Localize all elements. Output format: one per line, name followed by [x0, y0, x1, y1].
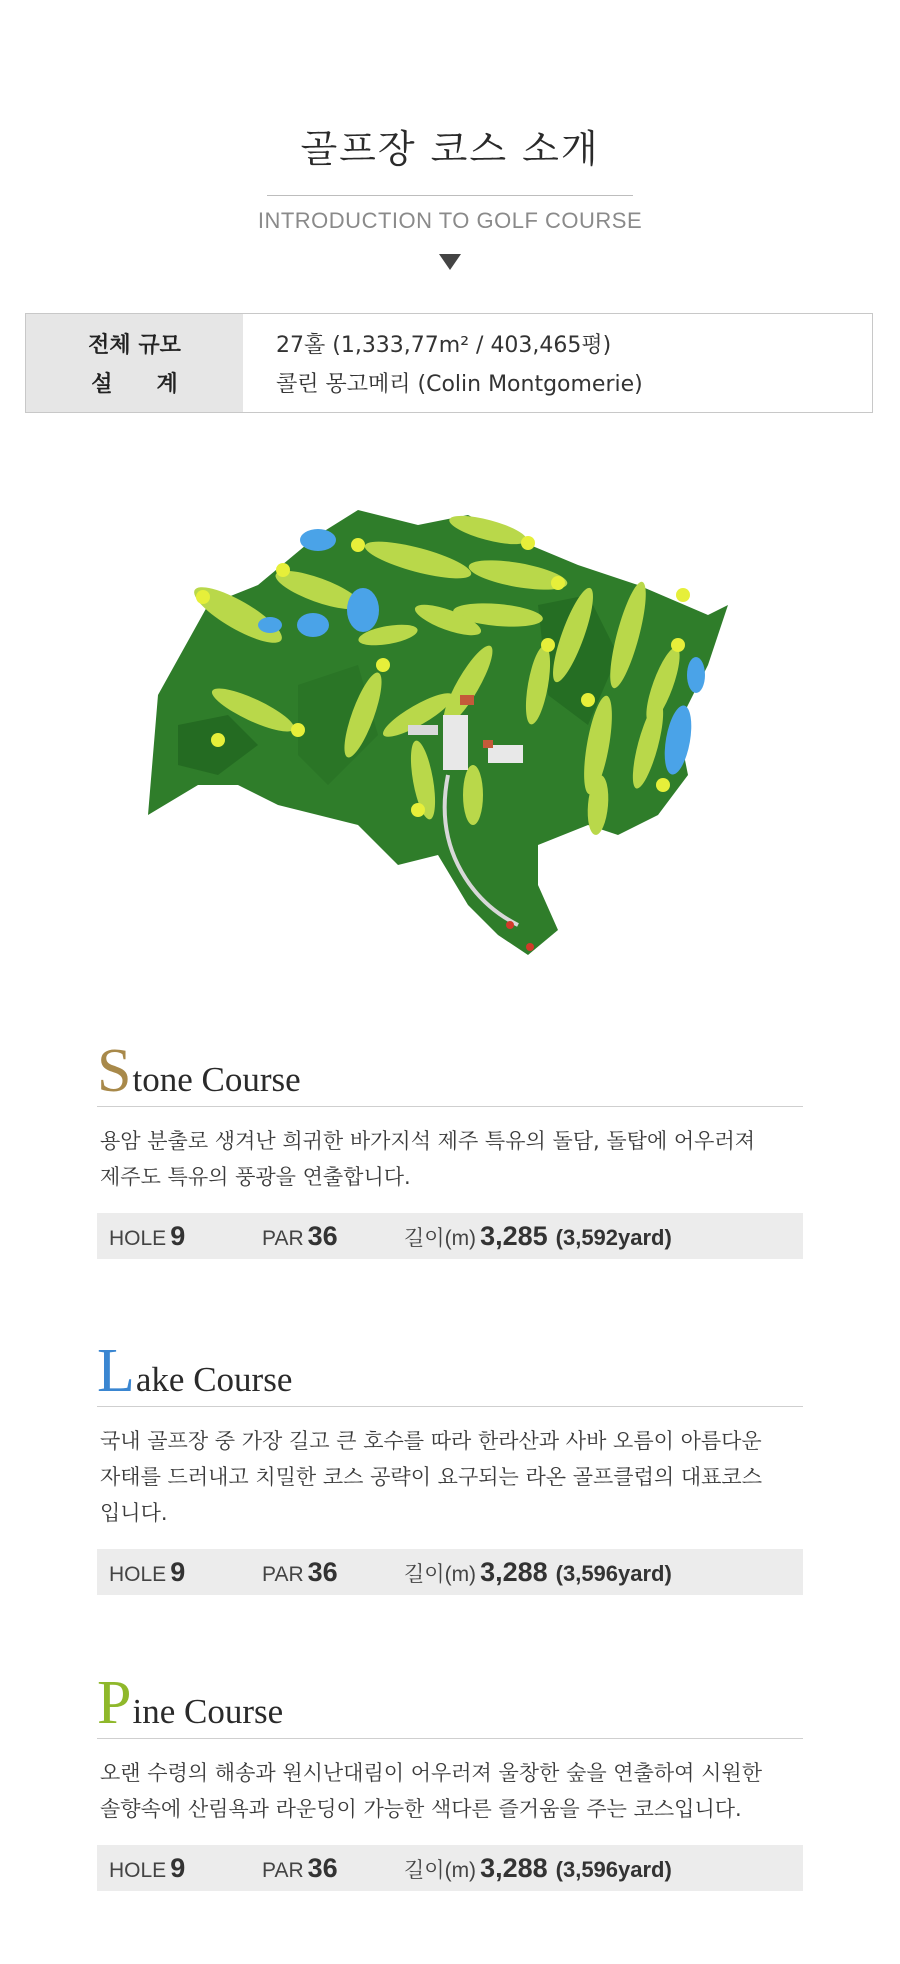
course-map-green	[211, 733, 225, 747]
stat-yard-value: (3,592yard)	[555, 1224, 672, 1250]
course-description-line: 국내 골프장 중 가장 길고 큰 호수를 따라 한라산과 사바 오름이 아름다운	[100, 1429, 762, 1453]
course-divider	[97, 1406, 803, 1407]
course-initial: L	[97, 1337, 135, 1405]
stat-par	[262, 1557, 404, 1588]
course-section-lake	[97, 1337, 803, 1595]
stat-length	[404, 1853, 672, 1884]
stat-length-value: 3,288	[480, 1556, 548, 1587]
course-map-green	[671, 638, 685, 652]
stat-par	[262, 1853, 404, 1884]
stat-par	[262, 1221, 404, 1252]
stat-length-value: 3,288	[480, 1852, 548, 1883]
course-description-line: 용암 분출로 생겨난 희귀한 바가지석 제주 특유의 돌담, 돌탑에 어우러져	[100, 1129, 756, 1153]
course-map-fairway	[463, 765, 483, 825]
stat-par-value: 36	[307, 1556, 338, 1587]
page-header	[0, 118, 900, 270]
course-stats	[97, 1549, 803, 1595]
stat-hole-value: 9	[170, 1220, 186, 1251]
course-map-water	[258, 617, 282, 633]
course-map-clubhouse	[488, 745, 523, 763]
course-description-line: 오랜 수령의 해송과 원시난대림이 어우러져 울창한 숲을 연출하여 시원한	[100, 1761, 762, 1785]
course-section-stone	[97, 1037, 803, 1259]
stat-hole	[109, 1557, 262, 1588]
stat-length-label: 길이(m)	[404, 1226, 477, 1250]
course-description	[97, 1423, 803, 1531]
course-map-water	[347, 588, 379, 632]
course-map-clubhouse	[408, 725, 438, 735]
stat-length-label: 길이(m)	[404, 1858, 477, 1882]
stat-hole	[109, 1221, 262, 1252]
course-map-green	[656, 778, 670, 792]
triangle-down-icon	[439, 254, 461, 270]
course-description-line: 솔향속에 산림욕과 라운딩이 가능한 색다른 즐거움을 주는 코스입니다.	[100, 1797, 742, 1821]
stat-hole-label: HOLE	[109, 1562, 167, 1586]
course-map-green	[351, 538, 365, 552]
course-stats	[97, 1213, 803, 1259]
course-map-clubhouse	[443, 715, 468, 770]
course-map-green	[581, 693, 595, 707]
course-map-green	[521, 536, 535, 550]
course-stats	[97, 1845, 803, 1891]
info-values	[243, 314, 872, 412]
course-map-green	[291, 723, 305, 737]
course-map	[118, 485, 768, 990]
info-label-design: 설 계	[91, 372, 178, 397]
course-map-water	[687, 657, 705, 693]
stat-yard-value: (3,596yard)	[555, 1856, 672, 1882]
course-map-water	[297, 613, 329, 637]
stat-hole	[109, 1853, 262, 1884]
course-map-water	[300, 529, 336, 551]
stat-length	[404, 1557, 672, 1588]
course-map-green	[551, 576, 565, 590]
course-description-line: 입니다.	[100, 1501, 168, 1525]
course-map-building	[483, 740, 493, 748]
stat-par-value: 36	[307, 1852, 338, 1883]
course-description-line: 제주도 특유의 풍광을 연출합니다.	[100, 1165, 411, 1189]
course-map-building	[460, 695, 474, 705]
stat-par-value: 36	[307, 1220, 338, 1251]
stat-length-value: 3,285	[480, 1220, 548, 1251]
course-name: ine Course	[132, 1692, 284, 1731]
course-divider	[97, 1106, 803, 1107]
page-title: 골프장 코스 소개	[300, 127, 600, 171]
course-map-green	[376, 658, 390, 672]
course-title	[97, 1669, 803, 1737]
course-initial: S	[97, 1037, 132, 1105]
info-value-scale: 27홀 (1,333,77m² / 403,465평)	[276, 333, 612, 358]
stat-par-label: PAR	[262, 1226, 304, 1250]
course-map-green	[196, 590, 210, 604]
stat-length-label: 길이(m)	[404, 1562, 477, 1586]
course-initial: P	[97, 1669, 132, 1737]
title-divider	[267, 195, 633, 196]
course-map-green	[676, 588, 690, 602]
info-label-scale: 전체 규모	[88, 333, 181, 358]
course-map-green	[411, 803, 425, 817]
course-title	[97, 1337, 803, 1405]
course-info-table	[25, 313, 873, 413]
course-description	[97, 1755, 803, 1827]
stat-yard-value: (3,596yard)	[555, 1560, 672, 1586]
page-subtitle: INTRODUCTION TO GOLF COURSE	[257, 208, 643, 233]
course-name: ake Course	[135, 1360, 293, 1399]
course-divider	[97, 1738, 803, 1739]
course-description-line: 자태를 드러내고 치밀한 코스 공략이 요구되는 라온 골프클럽의 대표코스	[100, 1465, 762, 1489]
course-map-green	[276, 563, 290, 577]
stat-par-label: PAR	[262, 1858, 304, 1882]
course-description	[97, 1123, 803, 1195]
stat-par-label: PAR	[262, 1562, 304, 1586]
course-map-green	[541, 638, 555, 652]
course-section-pine	[97, 1669, 803, 1891]
stat-length	[404, 1221, 672, 1252]
info-labels	[26, 314, 243, 412]
stat-hole-value: 9	[170, 1556, 186, 1587]
course-map-marker	[506, 921, 514, 929]
course-map-marker	[526, 943, 534, 951]
course-name: tone Course	[132, 1060, 301, 1099]
stat-hole-value: 9	[170, 1852, 186, 1883]
stat-hole-label: HOLE	[109, 1858, 167, 1882]
info-value-design: 콜린 몽고메리 (Colin Montgomerie)	[276, 372, 643, 397]
stat-hole-label: HOLE	[109, 1226, 167, 1250]
course-map-illustration	[118, 485, 768, 990]
course-title	[97, 1037, 803, 1105]
